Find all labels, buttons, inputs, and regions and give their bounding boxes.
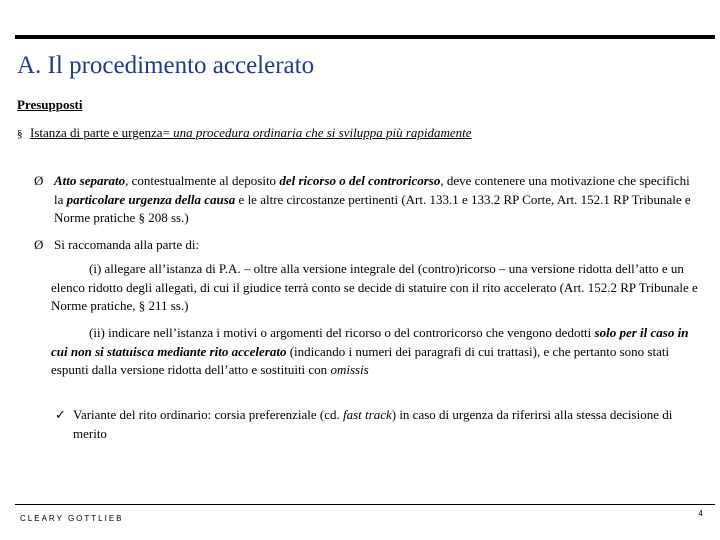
arrow-item-raccomanda	[34, 236, 694, 255]
bottom-divider	[15, 504, 715, 505]
page-number: 4	[698, 509, 703, 518]
bullet-item	[17, 124, 617, 144]
check-item	[55, 406, 705, 443]
checkmark-icon: ✓	[55, 407, 66, 422]
footer-logo: CLEARY GOTTLIEB	[20, 514, 124, 523]
arrow-item-atto-separato	[34, 172, 694, 228]
bullet-emphasis: una procedura ordinaria che si sviluppa più rapidamente	[173, 125, 472, 140]
sub-paragraph-ii: (ii) indicare nell’istanza i motivi o argomenti del ricorso o del controricorso che vengono dedotti solo per il caso in cui non si statuisca mediante rito accelerato (indicando i numeri dei paragrafi di cui trattasi), e che pertanto sono stati espunti dalla versione ridotta dell’atto e sostituiti con omissis	[51, 325, 689, 377]
section-heading: Presupposti	[17, 97, 83, 112]
arrow-bullet-icon: Ø	[34, 173, 44, 188]
square-bullet-icon: §	[17, 128, 23, 140]
slide-title: A. Il procedimento accelerato	[17, 52, 315, 79]
arrow-item-text: Si raccomanda alla parte di:	[54, 237, 200, 252]
bullet-text: Istanza di parte e urgenza= una procedura ordinaria che si sviluppa più rapidamente	[30, 125, 472, 140]
top-divider	[15, 35, 715, 39]
check-item-text: Variante del rito ordinario: corsia preferenziale (cd. fast track) in caso di urgenza da riferirsi alla stessa decisione di merito	[73, 407, 673, 441]
arrow-item-text: Atto separato, contestualmente al deposito del ricorso o del controricorso, deve contenere una motivazione che specifichi la particolare urgenza della causa e le altre circostanze pertinenti (Art. 133.1 e 133.2 RP Corte, Art. 152.1 RP Tribunale e Norme pratiche § 208 ss.)	[54, 173, 691, 225]
sub-paragraph-i: (i) allegare all’istanza di P.A. – oltre alla versione integrale del (contro)ricorso – una versione ridotta dell’atto e un elenco ridotto degli allegati, di cui il giudice terrà conto se decide di statuire con il rito accelerato (Art. 152.2 RP Tribunale e Norme pratiche, § 211 ss.)	[51, 261, 698, 313]
arrow-bullet-icon: Ø	[34, 237, 44, 252]
